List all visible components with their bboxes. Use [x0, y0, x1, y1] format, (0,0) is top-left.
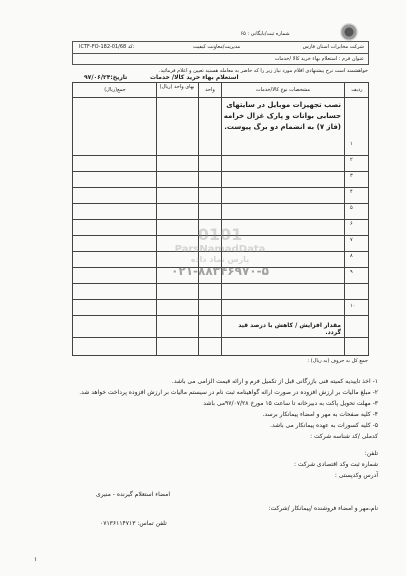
row-number: ۷ [350, 237, 353, 243]
watermark-phone: ۰۲۱-۸۸۳۴۶۹۷۰-۵ [171, 264, 269, 278]
form-code-value: ICTF-FO-182-01/68 [79, 44, 127, 50]
row-number: ۳ [350, 173, 353, 179]
watermark-line2: ParsNamadData [174, 244, 266, 255]
company-name: شرکت مخابرات استان فارس [302, 44, 364, 50]
registration-label: شماره ثبت وکد اقتصادی شرکت : [293, 461, 378, 468]
registration-no: شماره ثبت/بایگانی : ۶۵ [240, 31, 290, 37]
intro-text: خواهشمند است نرخ پیشنهادی اقلام مورد نیاز زیر را که حاضر به معامله هستید تعیین و اعلام فرمائید. [159, 68, 368, 74]
total-in-words: جمع کل به حروف (به ریال) : [307, 358, 368, 364]
note-item: ۵- کلیه کسورات به عهده پیمانکار می باشد. [270, 422, 378, 429]
item-description: نصب تجهیزات موبایل در سایتهای حسابی بوانات و پارک غزال خرامه (فاز ۷) به انضمام دو برگ پیوست. [223, 101, 341, 131]
inquirer-signature: امضاء استعلام گیرنده - منیری [96, 491, 171, 498]
phone-label: تلفن: [364, 450, 378, 457]
note-item: ۳- مهلت تحویل پاکت به دبیرخانه تا ساعت ۱۵ مورخ ۹۷/۰۷/۲۸می باشد [203, 400, 378, 407]
total-row-label: مقدار افزایش / کاهش با درصد قید گردد. [238, 322, 341, 336]
company-logo-icon [340, 23, 358, 41]
management-name: مدیریت/معاونت کیفیت [193, 44, 241, 50]
row-number: ۵ [350, 205, 353, 211]
note-item: ۱- اخذ تاییدیه کمیته فنی بازرگانی قبل از تکمیل فرم و ارائه قیمت الزامی می باشد. [171, 378, 378, 385]
note-item: ۴- کلیه صفحات به مهر و امضاء پیمانکار برسد. [262, 411, 378, 418]
header-row: ردیف [351, 87, 363, 93]
national-id-label: کدملی /کد شناسه شرکت : [310, 433, 378, 440]
seller-signature: نام،مهر و امضاء فروشنده /پیمانکار /شرکت: [268, 505, 378, 512]
inquiry-table [72, 82, 369, 356]
form-code [79, 44, 135, 50]
row-number: ۱۰ [350, 303, 356, 309]
row-number: ۲ [350, 157, 353, 163]
date-label: تاریخ:۹۷/۰۶/۲۴ [84, 74, 128, 81]
inquiry-title: استعلام بهاء خرید کالا/ خدمات [150, 74, 239, 81]
address-label: آدرس وکدپستی : [334, 472, 378, 479]
watermark-line3: پارس نماد داده [190, 255, 250, 264]
watermark-line1: 0101 [197, 225, 243, 244]
form-code-label: کد: [127, 44, 135, 50]
row-number: ۹ [350, 269, 353, 275]
form-title: عنوان فرم : استعلام بهاء خرید کالا /خدمات [274, 56, 364, 62]
row-number: ۴ [350, 189, 353, 195]
watermark [160, 225, 280, 278]
note-item: ۲- مبلغ مالیات بر ارزش افزوده در صورت ارائه گواهینامه ثبت نام در سیستم مالیات بر ارزش افزوده پرداخت خواهد شد. [79, 389, 378, 396]
page-number: ۱ [34, 556, 38, 563]
header-specs: مشخصات نوع کالا/خدمات [255, 87, 311, 93]
row-number: ۶ [350, 221, 353, 227]
header-box [72, 41, 369, 65]
header-total: جمع(ریال) [104, 87, 126, 93]
row-number: ۱ [350, 141, 353, 147]
header-unit: واحد [205, 87, 215, 93]
contact-phone: تلفن تماس: ۰۷۱۳۶۱۱۴۷۱۳ [100, 520, 167, 527]
header-unit-price: بهای واحد (ریال) [159, 84, 195, 90]
row-number: ۸ [350, 253, 353, 259]
